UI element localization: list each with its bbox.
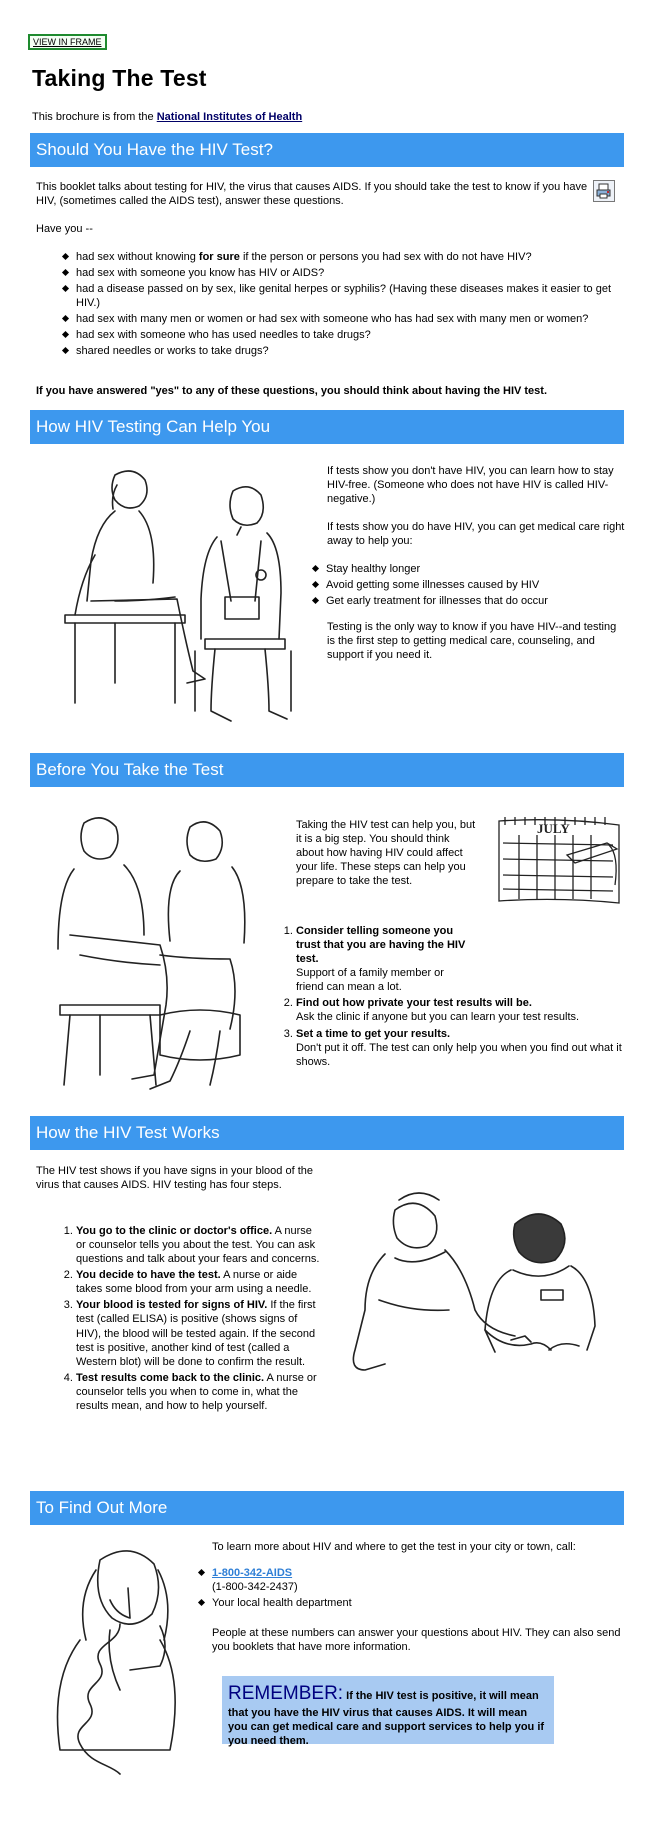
illustration-counseling	[55, 455, 305, 730]
list-item: had sex with many men or women or had sex with someone who has had sex with many men or women?	[62, 312, 627, 326]
help-p1: If tests show you don't have HIV, you can learn how to stay HIV-free. (Someone who does not have HIV is called HIV-negative.)	[327, 465, 614, 506]
list-item: had a disease passed on by sex, like genital herpes or syphilis? (Having these diseases makes it easier to get HIV.)	[62, 282, 627, 310]
before-steps	[276, 924, 626, 1071]
have-you-label: Have you --	[36, 223, 93, 235]
source-prefix: This brochure is from the	[32, 111, 157, 123]
before-intro: Taking the HIV test can help you, but it is a big step. You should think about how having HIV could affect your life. These steps can help you prepare to take the test.	[296, 819, 476, 888]
view-in-frame-button[interactable]: VIEW IN FRAME	[28, 34, 107, 50]
hotline-link[interactable]: 1-800-342-AIDS	[212, 1567, 293, 1579]
works-steps	[56, 1224, 320, 1415]
list-item: 3. Set a time to get your results. Don't put it off. The test can only help you when you find out what it shows.	[296, 1027, 626, 1069]
remember-label: REMEMBER:	[228, 1683, 344, 1704]
list-item: 2. Find out how private your test results will be. Ask the clinic if anyone but you can learn your test results.	[296, 996, 626, 1024]
illustration-conversation	[40, 805, 280, 1100]
printer-icon[interactable]	[593, 180, 615, 202]
page-title: Taking The Test	[32, 65, 207, 91]
list-item: had sex with someone who has used needles to take drugs?	[62, 328, 627, 342]
source-line	[32, 110, 302, 124]
list-item: 1. You go to the clinic or doctor's office. A nurse or counselor tells you about the test. You can ask questions and talk about your fears and concerns.	[76, 1224, 320, 1266]
calendar-month-label: JULY	[537, 821, 570, 836]
should-list	[62, 250, 627, 361]
more-intro: To learn more about HIV and where to get the test in your city or town, call:	[212, 1541, 576, 1553]
more-list	[198, 1566, 618, 1612]
illustration-phone-call	[40, 1540, 210, 1800]
list-item: Stay healthy longer	[312, 562, 622, 576]
list-item: 2. You decide to have the test. A nurse or aide takes some blood from your arm using a needle.	[76, 1268, 320, 1296]
remember-callout	[222, 1676, 554, 1748]
illustration-blood-draw	[335, 1180, 625, 1400]
more-p2: People at these numbers can answer your questions about HIV. They can also send you booklets that have more information.	[212, 1627, 621, 1654]
section-heading-works: How the HIV Test Works	[30, 1116, 624, 1150]
should-intro: This booklet talks about testing for HIV, the virus that causes AIDS. If you should take the test to know if you have HIV, (sometimes called the AIDS test), answer these questions.	[36, 181, 588, 208]
list-item: Get early treatment for illnesses that do occur	[312, 594, 622, 608]
calendar-illustration	[497, 815, 623, 911]
list-item: had sex without knowing for sure if the person or persons you had sex with do not have HIV?	[62, 250, 627, 264]
list-item: had sex with someone you know has HIV or AIDS?	[62, 266, 627, 280]
help-list	[312, 562, 622, 610]
section-heading-should: Should You Have the HIV Test?	[30, 133, 624, 167]
list-item: Avoid getting some illnesses caused by HIV	[312, 578, 622, 592]
list-item: Your local health department	[198, 1596, 618, 1610]
remember-text: If the HIV test is positive, it will mean that you have the HIV virus that causes AIDS. It will mean you can get medical care and support services to help you if you need them.	[228, 1690, 545, 1748]
list-item: 3. Your blood is tested for signs of HIV. If the first test (called ELISA) is positive (shows signs of HIV), the blood will be tested again. If the second test is positive, another kind of test (called a Western blot) will be done to confirm the result.	[76, 1298, 320, 1368]
nih-link[interactable]: National Institutes of Health	[156, 111, 303, 123]
should-conclusion: If you have answered "yes" to any of these questions, you should think about having the HIV test.	[36, 385, 548, 397]
works-intro: The HIV test shows if you have signs in your blood of the virus that causes AIDS. HIV testing has four steps.	[36, 1165, 313, 1192]
section-heading-help: How HIV Testing Can Help You	[30, 410, 624, 444]
list-item: 1-800-342-AIDS (1-800-342-2437)	[198, 1566, 618, 1594]
help-p2: If tests show you do have HIV, you can get medical care right away to help you:	[327, 521, 625, 548]
list-item: shared needles or works to take drugs?	[62, 344, 627, 358]
help-p3: Testing is the only way to know if you have HIV--and testing is the first step to getting medical care, counseling, and support if you need it.	[327, 621, 617, 662]
section-heading-before: Before You Take the Test	[30, 753, 624, 787]
list-item: 4. Test results come back to the clinic. A nurse or counselor tells you when to come in, what the results mean, and how to help yourself.	[76, 1371, 320, 1413]
section-heading-more: To Find Out More	[30, 1491, 624, 1525]
list-item: 1. Consider telling someone you trust that you are having the HIV test. Support of a family member or friend can mean a lot.	[296, 924, 471, 994]
